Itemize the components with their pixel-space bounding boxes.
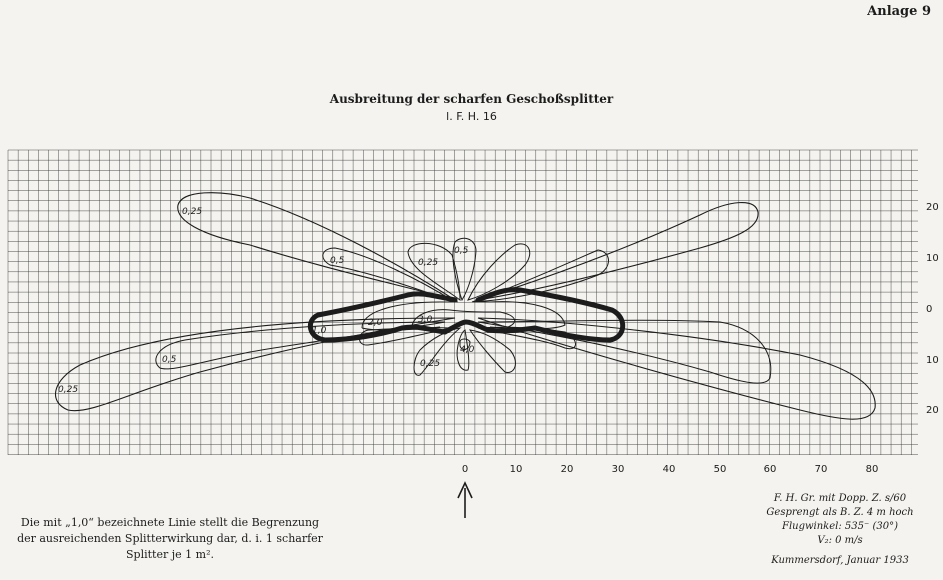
place-date: Kummersdorf, Januar 1933 (771, 555, 909, 566)
contour-left-upper-lobe (178, 193, 455, 300)
note-left-line: Splitter je 1 m². (126, 548, 214, 561)
petal-lower-right (470, 330, 515, 372)
contour-label: 0,5 (162, 355, 177, 365)
contour-label: 1,0 (312, 326, 327, 336)
contour-label: 4,0 (460, 345, 475, 355)
y-tick: 0 (926, 304, 933, 315)
x-tick: 0 (461, 464, 469, 475)
x-tick: 70 (814, 464, 828, 475)
y-tick: 10 (926, 253, 939, 264)
x-tick: 60 (763, 464, 777, 475)
y-tick: 10 (926, 355, 939, 366)
note-right-line: Flugwinkel: 535⁻ (30°) (782, 521, 898, 532)
y-tick: 20 (926, 202, 939, 213)
x-tick: 80 (865, 464, 879, 475)
note-right (745, 492, 935, 568)
note-left-line: Die mit „1,0“ bezeichnete Linie stellt die Begrenzung (20, 516, 320, 529)
note-right-line: F. H. Gr. mit Dopp. Z. s/60 (773, 493, 907, 504)
contour-label: 0,25 (182, 207, 203, 217)
contour-label: 0,5 (330, 256, 345, 266)
diagram-title: Ausbreitung der scharfen Geschoßsplitter (329, 92, 614, 106)
contour-label: 0,25 (420, 359, 441, 369)
note-left-line: der ausreichenden Splitterwirkung dar, d. i. 1 scharfer (17, 532, 323, 545)
contour-1-0 (310, 290, 622, 340)
x-tick: 20 (560, 464, 574, 475)
note-right-line: V₂: 0 m/s (817, 535, 863, 546)
x-tick: 10 (509, 464, 523, 475)
contour-label: 3,0 (418, 315, 433, 325)
contour-right-upper-lobe (478, 203, 758, 300)
y-tick: 20 (926, 405, 939, 416)
note-left (10, 515, 330, 563)
contour-label: 2,0 (368, 318, 383, 328)
x-tick: 30 (611, 464, 625, 475)
direction-arrow-icon (458, 483, 472, 518)
note-right-line: Gesprengt als B. Z. 4 m hoch (766, 507, 914, 518)
contour-right-lower-lobe (478, 318, 875, 419)
appendix-label: Anlage 9 (867, 4, 931, 19)
grid (8, 150, 918, 455)
x-axis-ticks (462, 464, 879, 475)
diagram-subtitle: l. F. H. 16 (446, 110, 497, 123)
y-axis-ticks (926, 202, 939, 416)
x-tick: 40 (662, 464, 676, 475)
contour-label: 0,25 (58, 385, 79, 395)
contour-label: 0,5 (454, 246, 469, 256)
contour-labels (58, 207, 475, 395)
x-tick: 50 (713, 464, 727, 475)
contour-label: 0,25 (418, 258, 439, 268)
